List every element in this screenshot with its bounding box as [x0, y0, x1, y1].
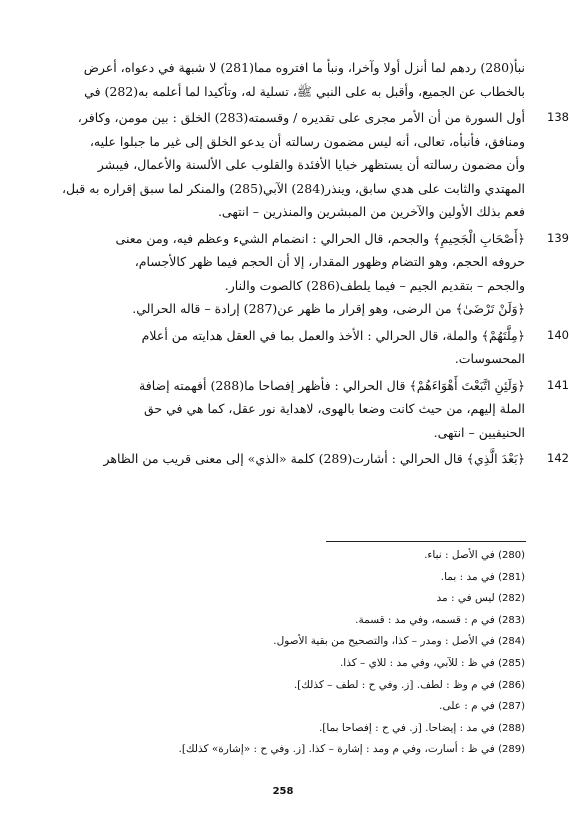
footnote-text: ليس في : مد [436, 592, 495, 605]
paragraph-138 [40, 106, 569, 224]
footnote-number: (286) [498, 679, 525, 691]
text-line: الحنيفيين – انتهى. [433, 424, 525, 440]
main-text [40, 56, 569, 474]
text-line: أول السورة من أن الأمر مجرى على تقديره / وقسمته(283) الخلق : بين مومن، وكافر، [77, 110, 525, 125]
footnote-number: (288) [498, 722, 525, 734]
text-line: المهتدي والثابت على هدي سابق، وينذر(284) الآبي(285) والمنكر لما سبق إقراره به قبل، [62, 180, 525, 196]
text-line: المحسوسات. [454, 351, 525, 366]
text-line: والجحم – بتقديم الجيم – فيما يلطف(286) كالصوت والنار. [224, 277, 525, 293]
paragraph-139 [40, 227, 569, 321]
text-line: الملة إليهم، من حيث كانت وضعا بالهوى، لاهداية نور عقل، كما هي في حق [143, 401, 525, 416]
footnote-number: (284) [498, 636, 525, 648]
footnote-text: في الأصل : ومدر – كذا، والتصحيح من بقية الأصول. [273, 635, 495, 648]
footnote-text: في ظ : للآبي، وفي مد : للاي – كذا. [339, 656, 495, 669]
text-line: ﴿بَعْدَ الَّذِي﴾ قال الحرالي : أشارت(289) كلمة «الذي» إلى معنى قريب من الظاهر [103, 451, 525, 466]
paragraph-140 [40, 324, 569, 371]
text-line: نبأ(280) ردهم لما أنزل أولا وآخرا، ونبأ ما افتروه مما(281) لا شبهة في دعواه، أعرض [83, 60, 525, 75]
text-line: ﴿مِلَّتَهُمْ﴾ والملة، قال الحرالي : الأخذ والعمل بما في العقل هدايته من أعلام [141, 327, 525, 343]
text-line: بالخطاب عن الجميع، وأقبل به على النبي ﷺ، تسلية له، وتأكيدا لما أعلمه به(282) في [84, 83, 525, 99]
footnote-text: في م : قسمه، وفي مد : قسمة. [355, 613, 495, 626]
text-line: ﴿أَصْحَابِ الْجَحِيمِ﴾ والجحم، قال الحرالي : انضمام الشيء وعظم فيه، ومن معنى [115, 230, 525, 246]
footnote [40, 739, 525, 761]
footnote [40, 567, 525, 589]
paragraph-number: 140 [547, 327, 569, 342]
footnotes [40, 545, 525, 761]
text-line: ﴿وَلَئِنِ اتَّبَعْتَ أَهْوَاءَهُمْ﴾ قال الحرالي : فأظهر إفصاحا ما(288) أفهمته إضافة [139, 377, 525, 393]
paragraph-141 [40, 374, 569, 445]
footnote [40, 696, 525, 718]
footnote [40, 631, 525, 653]
footnote [40, 718, 525, 740]
paragraph-number: 141 [547, 377, 569, 392]
footnote-text: في مد : بما. [440, 570, 495, 583]
paragraph-number: 138 [547, 110, 569, 124]
paragraph-142 [40, 447, 569, 471]
footnote-number: (281) [498, 571, 525, 583]
footnote-text: في م : على. [439, 700, 495, 713]
footnote [40, 675, 525, 697]
footnote-number: (287) [498, 701, 525, 713]
text-line: حروفه الحجم، وهو التضام وظهور المقدار، إلا أن الحجم فيما ظهر كالأجسام، [134, 254, 525, 269]
footnote-number: (283) [498, 614, 525, 626]
footnote-number: (289) [498, 744, 525, 756]
footnote [40, 610, 525, 632]
footnote [40, 545, 525, 567]
footnote [40, 653, 525, 675]
footnote-text: في مد : إيضاحا. [ز. في ح : إفصاحا بما]. [318, 721, 495, 734]
text-line: ﴿وَلَنْ تَرْضَىٰ﴾ من الرضى، وهو إقرار ما ظهر عن(287) إرادة – قاله الحرالي. [132, 301, 525, 316]
paragraph-continuation [40, 56, 525, 103]
text-line: وأن مضمون رسالته أن يستظهر خبايا الأفئدة والقلوب على الألسنة والأعمال، فيبشر [97, 157, 525, 172]
paragraph-number: 139 [547, 230, 569, 245]
footnote-text: في الأصل : نباء. [424, 549, 495, 561]
footnote-divider [326, 541, 526, 542]
footnote [40, 588, 525, 610]
footnote-text: في م وظ : لطف. [ز. وفي ح : لطف – كذلك]. [293, 678, 495, 691]
text-line: ومنافق، فأنبأه، تعالى، أنه ليس مضمون رسالته أن يدعو الخلق إلى غير ما جبلوا عليه، [89, 133, 525, 149]
page-number: 258 [272, 786, 294, 797]
paragraph-number: 142 [547, 451, 569, 465]
text-line: فعم بذلك الأولين والآخرين من المبشرين والمنذرين – انتهى. [217, 204, 525, 219]
footnote-text: في ظ : أسارت، وفي م ومد : إشارة – كذا. [ز. وفي ح : «إشارة» كذلك]. [178, 743, 495, 756]
footnote-number: (285) [498, 657, 525, 669]
footnote-number: (280) [498, 550, 525, 561]
footnote-number: (282) [498, 593, 525, 605]
